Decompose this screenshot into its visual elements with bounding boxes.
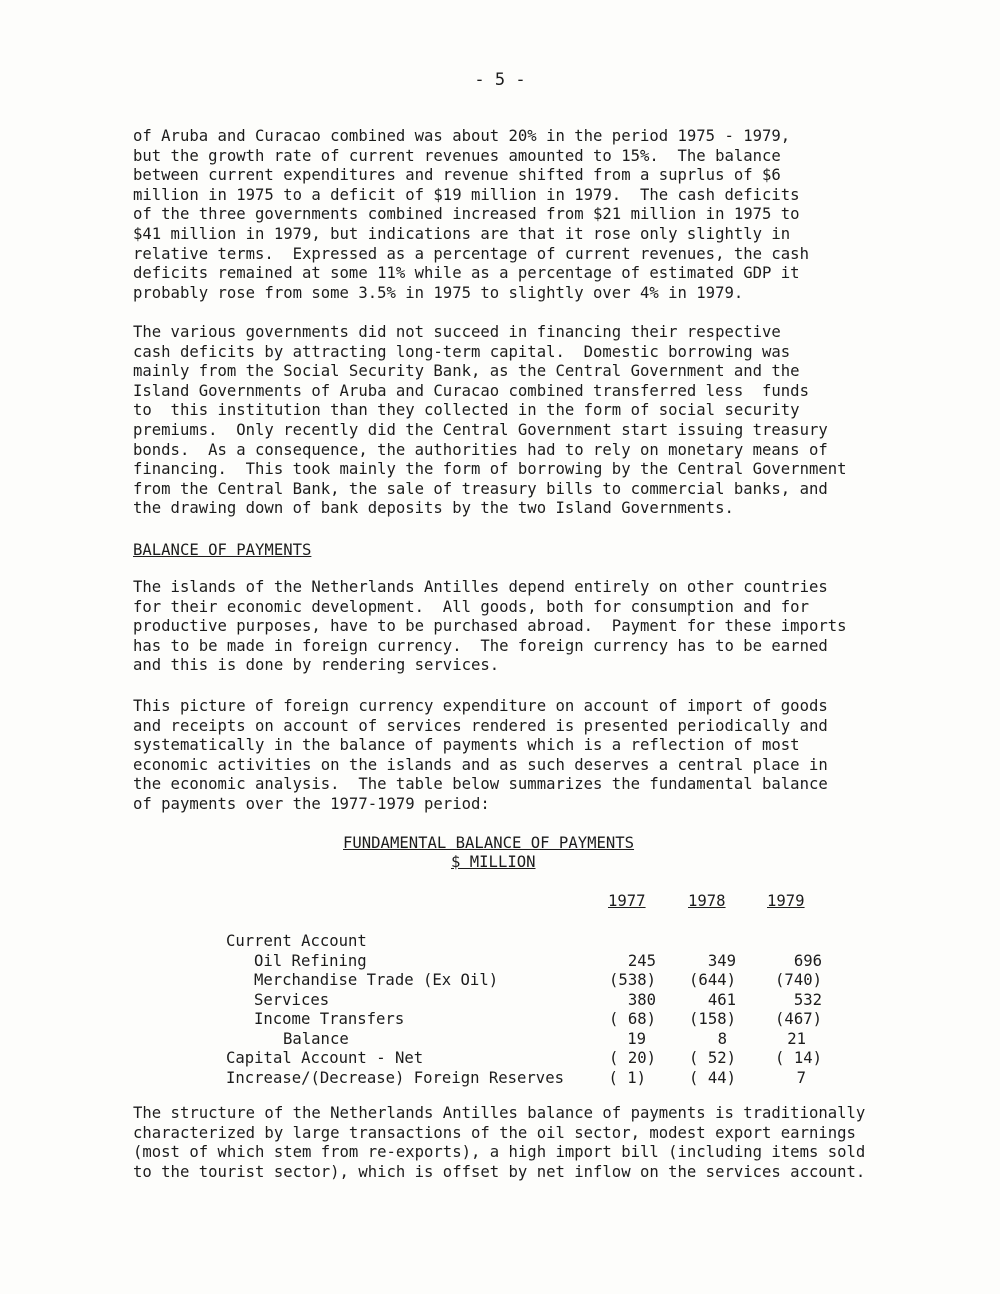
cell-1979: 696 xyxy=(793,951,822,970)
table-row xyxy=(0,932,1000,952)
row-label: Increase/(Decrease) Foreign Reserves xyxy=(226,1068,564,1087)
row-label: Income Transfers xyxy=(254,1010,405,1028)
cell-1978: 461 xyxy=(707,990,736,1009)
table-row xyxy=(0,971,1000,991)
row-label: Capital Account - Net xyxy=(226,1049,424,1067)
cell-1978: (644) xyxy=(689,971,736,989)
cell-1979: ( 14) xyxy=(775,1049,822,1067)
year-header-1977: 1977 xyxy=(608,892,646,910)
cell-1979: (740) xyxy=(775,971,822,989)
cell-1977: (538) xyxy=(609,971,656,989)
cell-1979: 532 xyxy=(793,990,822,1009)
cell-1979: 7 xyxy=(796,1068,806,1087)
table-row xyxy=(0,1049,1000,1069)
row-label: Oil Refining xyxy=(254,951,367,970)
paragraph-financing: The various governments did not succeed in financing their respective cash deficits by attracting long-term capital. Domestic borrowing was mainly from the Social Security Bank, as the Central Government and the Island Governments of Aruba and Curacao combined transferred less funds to this institution than they collected in the form of social security premiums. Only recently did the Central Government start issuing treasury bonds. As a consequence, the authorities had to rely on monetary means of financing. This took mainly the form of borrowing by the Central Government from the Central Bank, the sale of treasury bills to commercial banks, and the drawing down of bank deposits by the two Island Governments. xyxy=(133,323,847,518)
cell-1977: 380 xyxy=(627,990,656,1009)
year-header-1978: 1978 xyxy=(688,892,726,910)
table-row xyxy=(0,1010,1000,1030)
cell-1979: (467) xyxy=(775,1010,822,1028)
row-label: Services xyxy=(254,990,330,1009)
table-subtitle: $ MILLION xyxy=(451,853,536,871)
table-title: FUNDAMENTAL BALANCE OF PAYMENTS xyxy=(343,834,635,852)
cell-1978: ( 44) xyxy=(689,1068,736,1087)
cell-1978: (158) xyxy=(689,1010,736,1028)
cell-1977: ( 1) xyxy=(608,1068,646,1087)
row-label: Balance xyxy=(283,1029,349,1048)
cell-1977: ( 20) xyxy=(609,1049,656,1067)
cell-1978: 349 xyxy=(707,951,736,970)
table-row xyxy=(0,991,1000,1011)
paragraph-structure: The structure of the Netherlands Antilles balance of payments is traditionally characterized by large transactions of the oil sector, modest export earnings (most of which stem from re-exports), a high import bill (including items sold to the tourist sector), which is offset by net inflow on the services account. xyxy=(133,1104,866,1181)
row-label: Merchandise Trade (Ex Oil) xyxy=(254,971,499,989)
paragraph-picture: This picture of foreign currency expenditure on account of import of goods and receipts on account of services rendered is presented periodically and systematically in the balance of payments which is a reflection of most economic activities on the islands and as such deserves a central place in the economic analysis. The table below summarizes the fundamental balance of payments over the 1977-1979 period: xyxy=(133,697,828,813)
cell-1978: ( 52) xyxy=(689,1049,736,1067)
table-row xyxy=(0,952,1000,972)
table-row xyxy=(0,1030,1000,1050)
paragraph-dependence: The islands of the Netherlands Antilles depend entirely on other countries for their economic development. All goods, both for consumption and for productive purposes, have to be purchased abroad. Payment for these imports has to be made in foreign currency. The foreign currency has to be earned and this is done by rendering services. xyxy=(133,578,847,675)
cell-1979: 21 xyxy=(787,1029,806,1048)
page-number: - 5 - xyxy=(474,70,526,90)
year-header-1979: 1979 xyxy=(767,892,805,910)
cell-1978: 8 xyxy=(717,1029,727,1048)
cell-1977: ( 68) xyxy=(609,1010,656,1028)
table-row xyxy=(0,1069,1000,1089)
row-label: Current Account xyxy=(226,932,367,950)
cell-1977: 245 xyxy=(627,951,656,970)
paragraph-fiscal: of Aruba and Curacao combined was about 20% in the period 1975 - 1979, but the growth rate of current revenues amounted to 15%. The balance between current expenditures and revenue shifted from a suprlus of $6 million in 1975 to a deficit of $19 million in 1979. The cash deficits of the three governments combined increased from $21 million in 1975 to $41 million in 1979, but indications are that it rose only slightly in relative terms. Expressed as a percentage of current revenues, the cash deficits remained at some 11% while as a percentage of estimated GDP it probably rose from some 3.5% in 1975 to slightly over 4% in 1979. xyxy=(133,127,809,302)
cell-1977: 19 xyxy=(627,1029,646,1048)
section-heading: BALANCE OF PAYMENTS xyxy=(133,541,312,559)
